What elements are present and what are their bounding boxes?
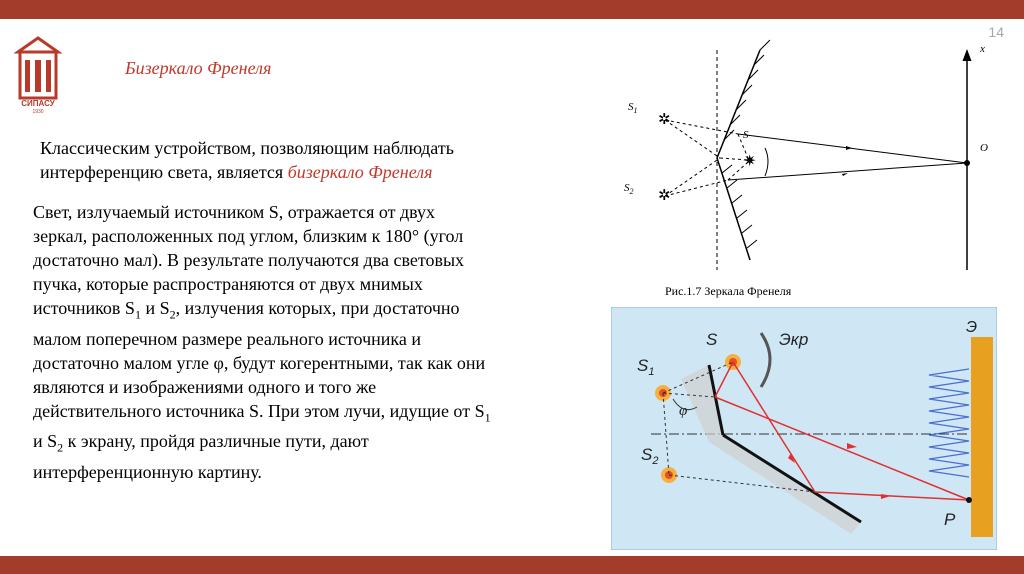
body-line-5 <box>33 296 588 327</box>
lower-mirror-hatching <box>722 165 757 248</box>
intro-highlight: бизеркало Френеля <box>287 162 433 182</box>
body-line-7: достаточно малом угле φ, будут когерентными, так как они <box>33 352 486 373</box>
top-bar <box>0 0 1024 19</box>
body-text-part: и S <box>33 431 58 452</box>
intro-paragraph <box>40 136 560 184</box>
body-line-11: интерференционную картину. <box>33 461 262 482</box>
body-line-10 <box>33 429 588 460</box>
body-subscript: 1 <box>134 307 141 322</box>
s-star-icon: ✷ <box>743 153 757 170</box>
figure-caption: Рис.1.7 Зеркала Френеля <box>665 284 792 298</box>
ray-arrow <box>846 146 852 150</box>
body-subscript: 2 <box>169 307 176 322</box>
logo-text: СИПАСУ <box>21 99 55 108</box>
intro-line-2-text: интерференцию света, является <box>40 162 284 182</box>
virtual-rays <box>665 120 748 196</box>
s1-label: $S_1$ <box>628 101 638 115</box>
fresnel-schematic <box>610 30 1010 280</box>
body-text-part: к экрану, пройдя различные пути, дают <box>63 431 369 452</box>
intro-line-1: Классическим устройством, позволяющим наблюдать <box>40 138 454 158</box>
body-line-4: пучка, которые распространяются от двух мнимых <box>33 274 423 294</box>
body-line-3: достаточно мал). В результате получаются два световых <box>33 250 465 270</box>
body-line-1: Свет, излучаемый источником S, отражается от двух <box>33 202 436 222</box>
body-text-part: и S <box>140 298 170 318</box>
screen-e <box>971 337 993 537</box>
aperture-arc <box>765 148 768 176</box>
s2-star-icon: ✲ <box>658 188 671 204</box>
point-p-label: P <box>944 510 956 529</box>
bottom-bar <box>0 556 1024 574</box>
body-line-2: зеркал, расположенных под углом, близким к 180° (угол <box>33 226 464 246</box>
intro-line-2 <box>40 160 560 184</box>
body-line-9 <box>33 399 588 430</box>
body-subscript: 2 <box>57 440 64 455</box>
angle-label: φ <box>679 403 688 419</box>
body-text-part: , излучения которых, при достаточно <box>175 298 460 318</box>
point-p <box>966 497 972 503</box>
source-s-label: S <box>706 330 718 349</box>
s1-star-icon: ✲ <box>658 112 671 128</box>
x-axis-label: x <box>980 43 985 55</box>
fresnel-color-figure <box>611 307 997 550</box>
body-paragraph <box>33 200 588 484</box>
university-logo <box>14 34 62 114</box>
body-text-part: источников S <box>33 298 135 318</box>
source-s2-label: $S_2$ <box>641 445 659 467</box>
logo-subtext: 1930 <box>32 109 44 114</box>
page-number: 14 <box>988 24 1004 40</box>
body-text-part: действительного источника S. При этом лучи, идущие от S <box>33 400 485 421</box>
aperture-label: Экр <box>779 330 809 349</box>
point-o-label: O <box>980 142 988 154</box>
lower-mirror <box>717 158 750 260</box>
ray-arrow <box>842 173 848 176</box>
screen-e-label: Э <box>966 319 978 336</box>
s-label: S <box>743 129 749 141</box>
body-line-6: малом поперечном размере реального источника и <box>33 328 422 349</box>
body-line-8: являются и изображениями одного и того же <box>33 376 377 397</box>
s2-label: $S_2$ <box>624 182 634 196</box>
slide-title: Бизеркало Френеля <box>125 58 272 78</box>
source-s1-label: $S_1$ <box>637 356 655 378</box>
body-subscript: 1 <box>484 410 491 425</box>
upper-mirror <box>717 50 760 158</box>
